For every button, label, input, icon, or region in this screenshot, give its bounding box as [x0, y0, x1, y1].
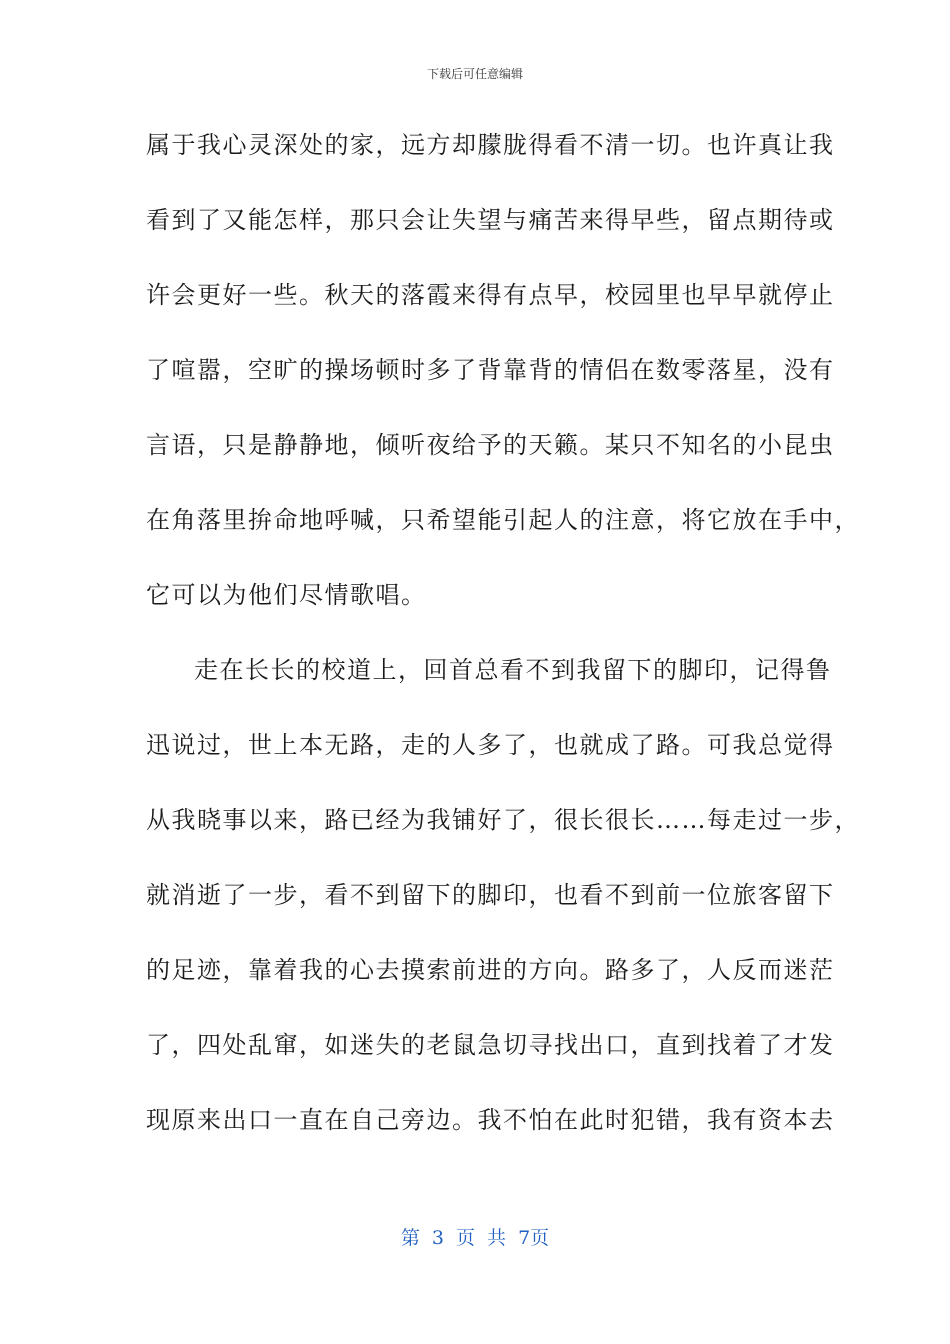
- text-line: 在角落里拚命地呼喊，只希望能引起人的注意，将它放在手中，: [146, 506, 860, 534]
- text-line: 许会更好一些。秋天的落霞来得有点早，校园里也早早就停止: [146, 281, 835, 309]
- text-line: 就消逝了一步，看不到留下的脚印，也看不到前一位旅客留下: [146, 881, 835, 909]
- text-line: 言语，只是静静地，倾听夜给予的天籁。某只不知名的小昆虫: [146, 431, 835, 459]
- text-line: 的足迹，靠着我的心去摸索前进的方向。路多了，人反而迷茫: [146, 956, 835, 984]
- text-line: 现原来出口一直在自己旁边。我不怕在此时犯错，我有资本去: [146, 1106, 835, 1134]
- text-line: 它可以为他们尽情歌唱。: [146, 581, 427, 609]
- text-line: 了喧嚣，空旷的操场顿时多了背靠背的情侣在数零落星，没有: [146, 356, 835, 384]
- paragraph-2: [146, 645, 860, 1170]
- text-line: 迅说过，世上本无路，走的人多了，也就成了路。可我总觉得: [146, 731, 835, 759]
- page-header: 下载后可任意编辑: [426, 67, 523, 81]
- text-line: 属于我心灵深处的家，远方却朦胧得看不清一切。也许真让我: [146, 131, 835, 159]
- paragraph-1: [146, 120, 860, 645]
- text-line: 看到了又能怎样，那只会让失望与痛苦来得早些，留点期待或: [146, 206, 835, 234]
- text-line: 走在长长的校道上，回首总看不到我留下的脚印，记得鲁: [194, 656, 832, 684]
- text-line: 了，四处乱窜，如迷失的老鼠急切寻找出口，直到找着了才发: [146, 1031, 835, 1059]
- text-line: 从我晓事以来，路已经为我铺好了，很长很长……每走过一步，: [146, 806, 860, 834]
- page-footer: 第 3 页 共 7页: [400, 1227, 550, 1249]
- document-body: [146, 120, 860, 1170]
